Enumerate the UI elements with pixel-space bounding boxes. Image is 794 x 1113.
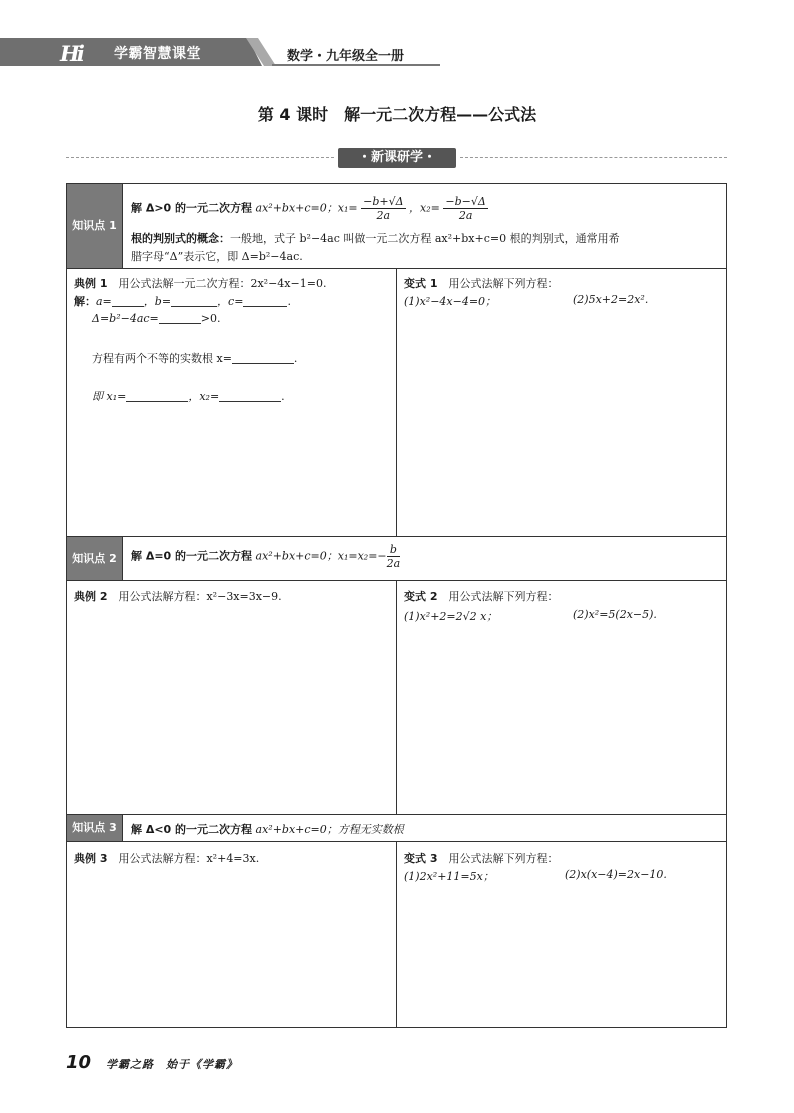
kp2-bottom-rule (67, 580, 727, 581)
kp3-divider (122, 815, 123, 841)
row1-divider (396, 268, 397, 536)
x-blank[interactable] (232, 341, 294, 364)
kp1-bottom-rule (67, 268, 727, 269)
b-blank[interactable] (171, 295, 217, 307)
variant-2-problem-1: (1)x²+2=2√2 x； (404, 610, 498, 623)
x2-blank[interactable] (219, 379, 281, 402)
variant-2-prompt: 变式 2 用公式法解下列方程： (404, 590, 559, 603)
subject-label: 数学・九年级全一册 (287, 49, 405, 64)
example-1-prompt: 典例 1 用公式法解一元二次方程：2x²−4x−1=0. (74, 277, 327, 290)
kp1-discriminant-line-2: 腊字母“Δ”表示它，即 Δ=b²−4ac. (131, 250, 303, 263)
c-blank[interactable] (243, 295, 287, 307)
knowledge-point-3-label: 知识点 3 (67, 815, 122, 841)
kp3-formula-line: 解 Δ<0 的一元二次方程 ax²+bx+c=0；方程无实数根 (131, 823, 404, 836)
row2-divider (396, 580, 397, 814)
kp2-formula-line: 解 Δ=0 的一元二次方程 ax²+bx+c=0；x₁=x₂=− $\frac{b}{2a}$ (131, 543, 401, 570)
row3-divider (396, 841, 397, 1027)
example-1-coefficients: 解：a= ，b= ，c= . (74, 295, 291, 308)
page-number: 10 (66, 1052, 92, 1073)
lesson-title: 第 4 课时 解一元二次方程——公式法 (257, 105, 537, 124)
variant-3-problem-2: (2)x(x−4)=2x−10. (565, 868, 667, 881)
footer-slogan: 学霸之路 始于《学霸》 (106, 1058, 238, 1071)
row2-bottom-rule (67, 814, 727, 815)
variant-3-prompt: 变式 3 用公式法解下列方程： (404, 852, 559, 865)
a-blank[interactable] (112, 295, 144, 307)
example-1-final: 即 x₁= ，x₂= . (92, 379, 285, 404)
variant-1-problem-2: (2)5x+2=2x². (573, 293, 649, 306)
x1-blank[interactable] (126, 379, 188, 402)
section-divider-right (460, 157, 727, 158)
example-2-prompt: 典例 2 用公式法解方程：x²−3x=3x−9. (74, 590, 282, 603)
kp1-divider (122, 184, 123, 268)
knowledge-point-1-label: 知识点 1 (67, 184, 122, 268)
variant-2-problem-2: (2)x²=5(2x−5). (573, 608, 657, 621)
row1-bottom-rule (67, 536, 727, 537)
brand-name: 学霸智慧课堂 (114, 46, 201, 62)
kp1-discriminant-line: 根的判别式的概念：一般地，式子 b²−4ac 叫做一元二次方程 ax²+bx+c=0 根的判别式，通常用希 (131, 232, 620, 245)
section-divider-left (66, 157, 334, 158)
variant-3-problem-1: (1)2x²+11=5x； (404, 870, 494, 883)
kp3-bottom-rule (67, 841, 727, 842)
header-rule (272, 64, 440, 66)
example-3-prompt: 典例 3 用公式法解方程：x²+4=3x. (74, 852, 260, 865)
brand-logo: Hi (60, 41, 82, 66)
variant-1-prompt: 变式 1 用公式法解下列方程： (404, 277, 559, 290)
variant-1-problem-1: (1)x²−4x−4=0； (404, 295, 497, 308)
delta-blank[interactable] (159, 312, 201, 324)
kp1-formula-line: 解 Δ>0 的一元二次方程 ax²+bx+c=0；x₁= $\frac{-b+√\Delta}{2a}$ ，x₂= $\frac{-b-√\Delta}{2a}$ (131, 195, 486, 222)
example-1-delta: Δ=b²−4ac= >0. (92, 312, 221, 325)
section-tag: ・新课研学・ (338, 148, 456, 168)
example-1-roots: 方程有两个不等的实数根 x= . (92, 341, 297, 366)
knowledge-point-2-label: 知识点 2 (67, 537, 122, 580)
kp2-divider (122, 537, 123, 580)
